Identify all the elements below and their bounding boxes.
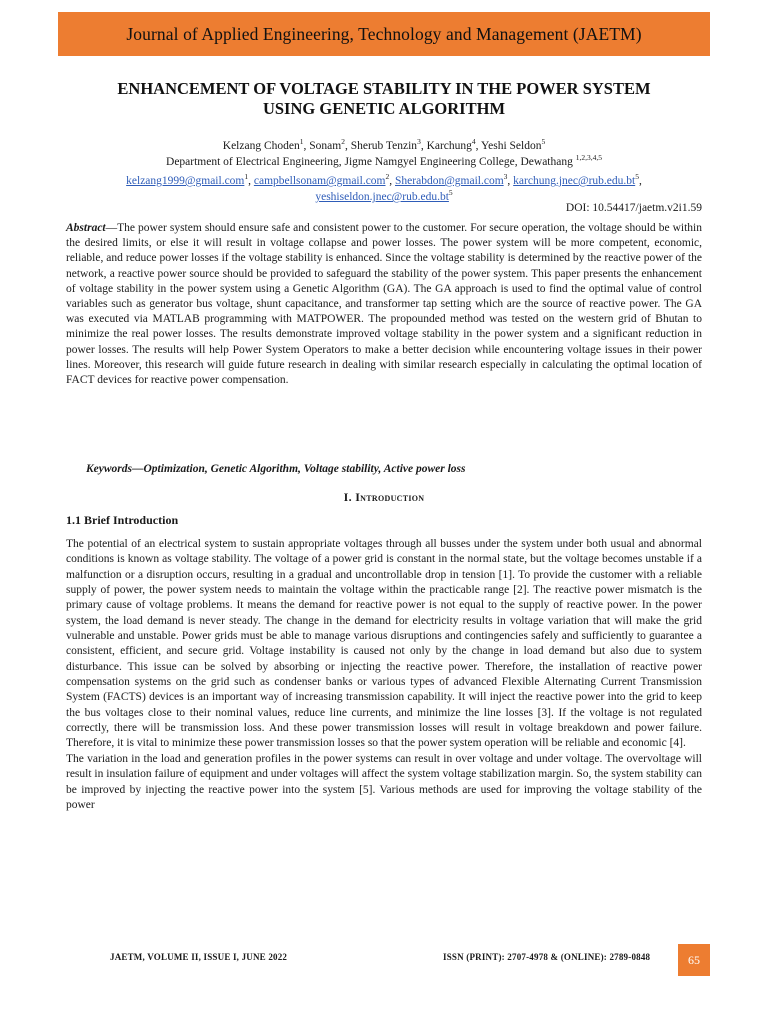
email-link[interactable]: Sherabdon@gmail.com [395, 175, 504, 187]
author-sup: 1 [299, 137, 304, 147]
affiliation: Department of Electrical Engineering, Jigme Namgyel Engineering College, Dewathang $^{1,2,3,4,5}$ [166, 153, 602, 168]
section-heading [66, 490, 702, 505]
title-line-2: USING GENETIC ALGORITHM [262, 99, 506, 118]
title-line-1: ENHANCEMENT OF VOLTAGE STABILITY IN THE POWER SYSTEM [117, 79, 651, 98]
email-link[interactable]: karchung.jnec@rub.edu.bt [513, 175, 636, 187]
email-link[interactable]: yeshiseldon.jnec@rub.edu.bt [315, 191, 449, 203]
author-block [50, 138, 718, 170]
author-sup: 4 [471, 137, 476, 147]
abstract [66, 221, 702, 388]
author-name: Karchung [426, 140, 472, 152]
section-title: Introduction [355, 490, 425, 504]
author-sup: 3 [417, 137, 421, 147]
footer-issn: ISSN (PRINT): 2707-4978 & (ONLINE): 2789-0848 [443, 952, 651, 962]
body-text [66, 537, 702, 813]
subsection-heading: 1.1 Brief Introduction [66, 513, 179, 527]
journal-banner [58, 12, 710, 56]
email-list: kelzang1999@gmail.com$^1$, campbellsonam@gmail.com$^2$, Sherabdon@gmail.com$^3$, $karchung.jnec@rub.edu.bt^5$, $yeshiseldon.jnec@rub.edu.bt^5$ [126, 172, 642, 203]
author-name: Kelzang Choden [222, 140, 300, 152]
footer-volume: JAETM, VOLUME II, ISSUE I, JUNE 2022 [110, 952, 288, 962]
section-number: I. [343, 490, 352, 504]
abstract-label: Abstract [66, 222, 106, 234]
doi: DOI: 10.54417/jaetm.v2i1.59 [565, 202, 702, 214]
journal-name: Journal of Applied Engineering, Technology and Management (JAETM) [126, 23, 642, 44]
affiliation-sup: 1,2,3,4,5 [575, 153, 602, 163]
author-sup: 5 [541, 137, 546, 147]
author-name: Yeshi Seldon [480, 140, 542, 152]
author-sup: 2 [341, 137, 345, 147]
paper-title [50, 79, 718, 119]
page-number: 65 [678, 944, 710, 976]
paragraph: The potential of an electrical system to sustain appropriate voltages through all busses under the system under both usual and abnormal conditions is known as voltage stability. The voltage of a power grid is constant in the normal state, but the voltage becomes unstable if a malfunction or a disruption occurs, resulting in a gradual and uncontrollable drop in tension [1]. To provide the customer with a reliable supply of power, the power system needs to maintain the voltage within the practicable range [2]. The reactive power mismatch is the primary cause of voltage problems. It means the demand for reactive power is not equal to the supply of reactive power. In the power system, the load demand is never steady. The change in the demand for electricity results in voltage variation that will make the grid vulnerable and unstable. Power grids must be able to manage various disruptions and contingencies safely and sufficiently to guarantee a consistent, efficient, and secure grid. Voltage instability is caused not only by the change in load demand but also due to system disturbance. This issue can be solved by absorbing or injecting the reactive power. Therefore, the installation of reactive power compensation systems on the grid such as condenser banks or various types of advanced Flexible Alternating Current Transmission System (FACTS) devices is an important way of increasing transmission capability. It will inject the reactive power into the grid to keep the bus voltages close to their nominal values, reduce line currents, and minimize the line losses [3]. If the voltage is not regulated correctly, there will be transmission loss. And these power transmission losses will result in voltage breakdown and power failure. Therefore, it is vital to minimize these power transmission losses so that the power system operation will be reliable and economic [4]. [66, 538, 702, 750]
email-link[interactable]: kelzang1999@gmail.com [126, 175, 245, 187]
author-name: Sherub Tenzin [350, 140, 418, 152]
author-name: Sonam [309, 140, 342, 152]
email-link[interactable]: campbellsonam@gmail.com [253, 175, 386, 187]
paragraph: The variation in the load and generation profiles in the power systems can result in over voltage and under voltage. The overvoltage will result in insulation failure of equipment and under voltages will affect the system voltage stabilization margin. So, the system stability can be improved by injecting the reactive power into the system [5]. Various methods are used for improving the voltage stability of the power [66, 752, 702, 811]
author-list: Kelzang Choden$^1$, Sonam$^2$, Sherub Tenzin$^3$, Karchung$^4$, Yeshi Seldon$^5$ [222, 137, 546, 152]
abstract-text: —The power system should ensure safe and consistent power to the customer. For secure operation, the voltage should be within the desired limits, or else it will result in voltage collapse and power losses. The power system will be more competent, economic, reliable, and reduce power losses if the voltage stability is enhanced. Since the voltage stability is determined by the reactive power of the network, a reactive power source should be provided to safeguard the stability of the power system. This paper presents the enhancement of voltage stability in the power system using a Genetic Algorithm (GA). The GA approach is used to find the optimal value of control variables such as generator bus voltage, shunt capacitance, and transformer tap setting which are the source of reactive power. The GA was executed via MATLAB programming with MATPOWER. The propounded method was tested on the western grid of Bhutan to minimize the real power losses. The results demonstrate improved voltage stability in the power system and a significant reduction in power losses. The results will help Power System Operators to make a better decision while encountering voltage issues in their power lines. Moreover, this research will guide future research in dealing with similar research especially in calculating the optimal location of FACT devices for reactive power compensation. [66, 222, 702, 387]
keywords: Keywords—Optimization, Genetic Algorithm, Voltage stability, Active power loss [86, 463, 466, 475]
